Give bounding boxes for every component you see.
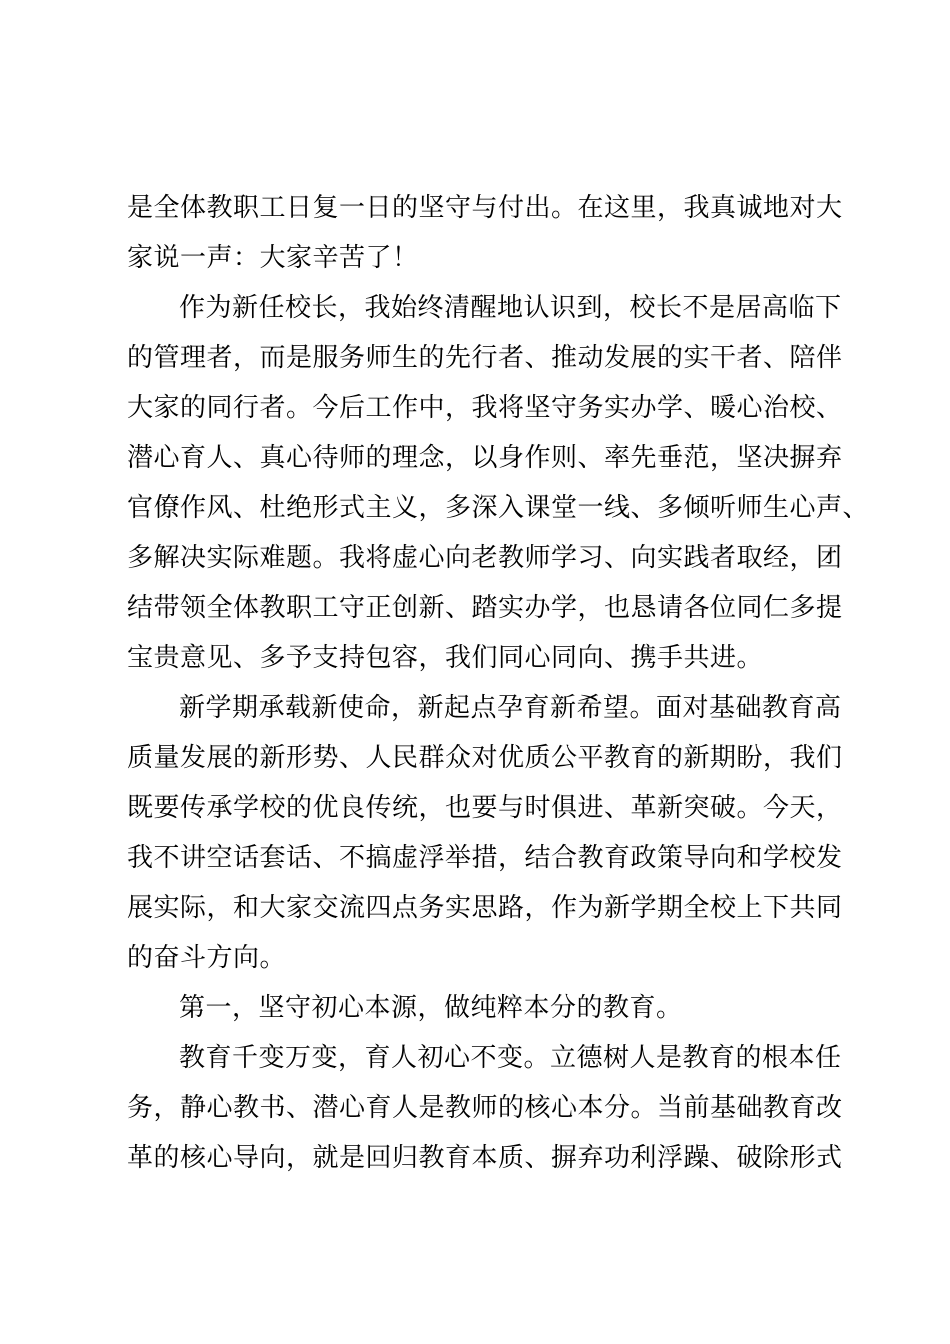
text-line: 家说一声：大家辛苦了！ bbox=[127, 243, 419, 273]
text-line: 潜心育人、真心待师的理念，以身作则、率先垂范，坚决摒弃 bbox=[127, 443, 843, 473]
text-line: 质量发展的新形势、人民群众对优质公平教育的新期盼，我们 bbox=[127, 743, 843, 773]
text-line: 革的核心导向，就是回归教育本质、摒弃功利浮躁、破除形式 bbox=[127, 1143, 843, 1173]
text-line: 既要传承学校的优良传统，也要与时俱进、革新突破。今天， bbox=[127, 793, 843, 823]
text-line: 教育千变万变，育人初心不变。立德树人是教育的根本任 bbox=[179, 1043, 842, 1073]
section-heading-1 bbox=[127, 983, 847, 1033]
text-line: 我不讲空话套话、不搞虚浮举措，结合教育政策导向和学校发 bbox=[127, 843, 843, 873]
text-line: 新学期承载新使命，新起点孕育新希望。面对基础教育高 bbox=[179, 693, 842, 723]
paragraph-1 bbox=[127, 183, 847, 283]
paragraph-3 bbox=[127, 683, 847, 983]
text-line: 展实际，和大家交流四点务实思路，作为新学期全校上下共同 bbox=[127, 893, 843, 923]
text-line: 作为新任校长，我始终清醒地认识到，校长不是居高临下 bbox=[179, 293, 842, 323]
text-line: 官僚作风、杜绝形式主义，多深入课堂一线、多倾听师生心声、 bbox=[127, 493, 870, 523]
document-body bbox=[127, 183, 870, 1183]
text-line: 大家的同行者。今后工作中，我将坚守务实办学、暖心治校、 bbox=[127, 393, 843, 423]
paragraph-2 bbox=[127, 283, 870, 683]
text-line: 的管理者，而是服务师生的先行者、推动发展的实干者、陪伴 bbox=[127, 343, 843, 373]
text-line: 第一，坚守初心本源，做纯粹本分的教育。 bbox=[179, 993, 683, 1023]
text-line: 宝贵意见、多予支持包容，我们同心同向、携手共进。 bbox=[127, 643, 764, 673]
text-line: 多解决实际难题。我将虚心向老教师学习、向实践者取经，团 bbox=[127, 543, 843, 573]
text-line: 务，静心教书、潜心育人是教师的核心本分。当前基础教育改 bbox=[127, 1093, 843, 1123]
text-line: 结带领全体教职工守正创新、踏实办学，也恳请各位同仁多提 bbox=[127, 593, 843, 623]
paragraph-4 bbox=[127, 1033, 847, 1183]
text-line: 的奋斗方向。 bbox=[127, 943, 287, 973]
text-line: 是全体教职工日复一日的坚守与付出。在这里，我真诚地对大 bbox=[127, 193, 843, 223]
